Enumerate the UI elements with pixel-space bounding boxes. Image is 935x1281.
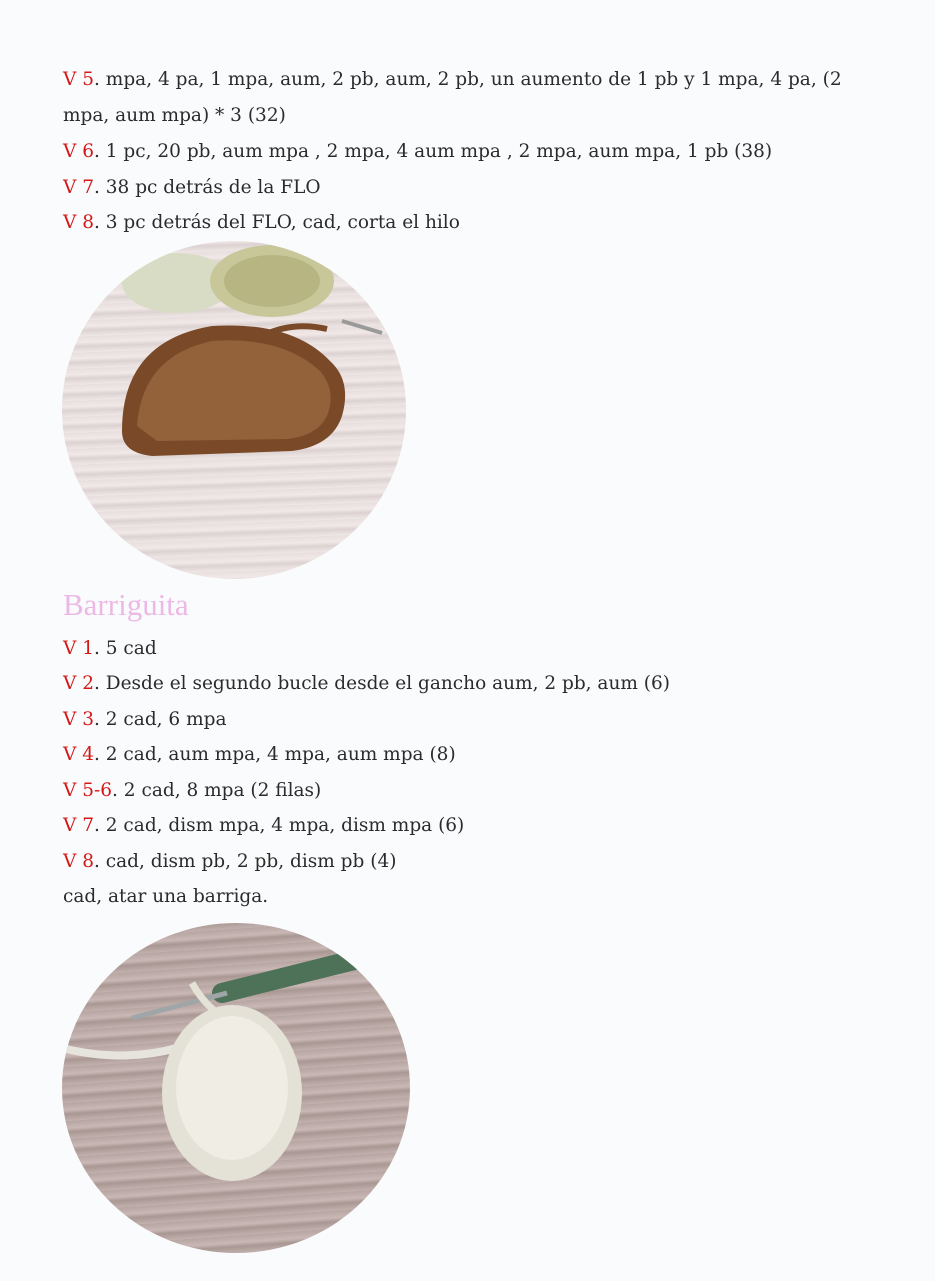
round-text: . 2 cad, dism mpa, 4 mpa, dism mpa (6) — [94, 815, 465, 836]
round-text: . 1 pc, 20 pb, aum mpa , 2 mpa, 4 aum mpa , 2 mpa, aum mpa, 1 pb (38) — [94, 141, 773, 162]
round-label: V 7 — [63, 176, 95, 198]
round-label: V 8 — [63, 850, 95, 872]
round-text: . 5 cad — [94, 637, 157, 659]
round-label: V 2 — [63, 673, 95, 694]
brown-crochet-illustration — [62, 241, 406, 579]
white-crochet-illustration — [62, 923, 410, 1253]
belly-round-v3 — [63, 702, 893, 738]
round-v6 — [63, 134, 893, 170]
round-label: V 4 — [63, 744, 95, 765]
belly-round-v1 — [63, 631, 893, 667]
round-v7 — [63, 170, 893, 206]
pattern-page — [63, 62, 893, 1253]
round-label: V 7 — [63, 815, 95, 836]
round-text: . mpa, 4 pa, 1 mpa, aum, 2 pb, aum, 2 pb, un aumento de 1 pb y 1 mpa, 4 pa, (2 mpa, aum mpa) * 3 (32) — [63, 69, 842, 126]
round-text: . 2 cad, 6 mpa — [94, 708, 227, 730]
round-v8 — [63, 205, 893, 241]
belly-round-v4 — [63, 737, 893, 773]
photo-white-crochet-belly — [62, 923, 410, 1253]
round-v5 — [63, 62, 893, 134]
round-text: . 38 pc detrás de la FLO — [94, 176, 321, 198]
round-text: . 3 pc detrás del FLO, cad, corta el hilo — [94, 212, 460, 233]
section-title: Barriguita — [63, 586, 189, 622]
round-label: V 1 — [63, 637, 95, 659]
closing-text: cad, atar una barriga. — [63, 886, 269, 907]
round-label: V 5 — [63, 69, 95, 90]
round-text: . cad, dism pb, 2 pb, dism pb (4) — [94, 850, 397, 872]
round-label: V 3 — [63, 708, 95, 730]
photo-brown-crochet-piece — [62, 241, 406, 579]
belly-round-v8 — [63, 844, 893, 880]
round-label: V 5-6 — [63, 779, 113, 801]
round-text: . Desde el segundo bucle desde el gancho aum, 2 pb, aum (6) — [94, 673, 671, 694]
belly-round-v2 — [63, 666, 893, 702]
round-text: . 2 cad, 8 mpa (2 filas) — [112, 779, 322, 801]
belly-round-v5-6 — [63, 773, 893, 809]
round-label: V 8 — [63, 212, 95, 233]
round-label: V 6 — [63, 141, 95, 162]
round-text: . 2 cad, aum mpa, 4 mpa, aum mpa (8) — [94, 744, 456, 765]
belly-round-v7 — [63, 808, 893, 844]
